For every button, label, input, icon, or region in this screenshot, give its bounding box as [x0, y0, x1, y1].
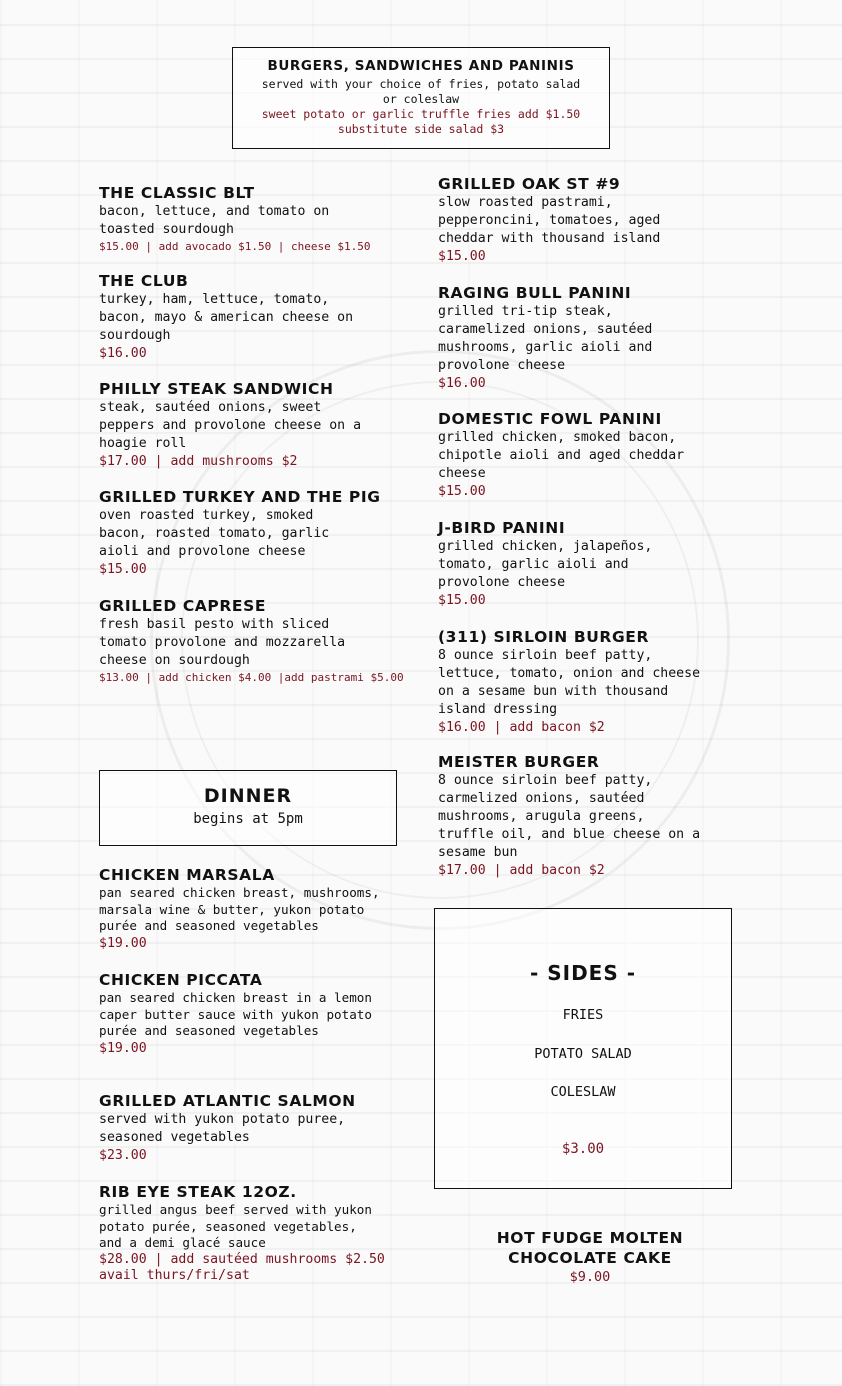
item-description: potato purée, seasoned vegetables,: [99, 1218, 357, 1234]
item-description: pan seared chicken breast, mushrooms,: [99, 885, 380, 900]
item-price: $28.00 | add sautéed mushrooms $2.50: [99, 1251, 385, 1267]
item-description: sourdough: [99, 328, 171, 343]
item-description: pepperoncini, tomatoes, aged: [438, 213, 661, 228]
dessert-name: HOT FUDGE MOLTEN: [496, 1229, 684, 1247]
menu-item: [99, 271, 419, 363]
item-description: grilled chicken, smoked bacon,: [438, 430, 677, 445]
item-description: bacon, roasted tomato, garlic: [99, 526, 330, 541]
item-price: $15.00: [438, 593, 486, 608]
item-description: served with yukon potato puree,: [99, 1112, 346, 1127]
menu-item: [438, 627, 758, 737]
item-description: peppers and provolone cheese on a: [99, 418, 362, 433]
item-description: and a demi glacé sauce: [99, 1235, 266, 1250]
item-name: RAGING BULL PANINI: [438, 284, 632, 302]
item-description: on a sesame bun with thousand: [438, 684, 669, 699]
item-price: $15.00: [438, 249, 486, 264]
item-description: fresh basil pesto with sliced: [99, 617, 330, 632]
item-name: RIB EYE STEAK 12OZ.: [99, 1183, 297, 1201]
item-description: lettuce, tomato, onion and cheese: [438, 666, 701, 681]
item-description: cheese on sourdough: [99, 653, 250, 668]
item-price: $23.00: [99, 1148, 147, 1163]
item-description: purée and seasoned vegetables: [99, 1023, 319, 1038]
dinner-item: [99, 970, 419, 1058]
menu-item: [438, 174, 758, 266]
item-price: $16.00 | add bacon $2: [438, 720, 605, 735]
item-description: provolone cheese: [438, 358, 566, 373]
item-description: 8 ounce sirloin beef patty,: [438, 648, 653, 663]
menu-item: [99, 183, 419, 255]
item-description: pan seared chicken breast in a lemon: [99, 990, 372, 1005]
header-upgrade-line: sweet potato or garlic truffle fries add $1.50: [261, 107, 581, 121]
item-name: (311) SIRLOIN BURGER: [438, 628, 650, 646]
item-name: GRILLED TURKEY AND THE PIG: [99, 488, 381, 506]
menu-item: [99, 487, 419, 579]
burgers-header-box: [232, 47, 610, 149]
item-description: caramelized onions, sautéed: [438, 322, 653, 337]
item-price: $17.00 | add bacon $2: [438, 863, 605, 878]
item-description: toasted sourdough: [99, 222, 234, 237]
sides-box: [434, 908, 732, 1189]
header-line: served with your choice of fries, potato salad: [261, 77, 581, 91]
item-name: J-BIRD PANINI: [438, 519, 566, 537]
menu-item: [438, 283, 758, 393]
section-title: DINNER: [203, 785, 293, 807]
item-price: $19.00: [99, 1040, 147, 1056]
item-description: chipotle aioli and aged cheddar: [438, 448, 685, 463]
item-description: mushrooms, garlic aioli and: [438, 340, 653, 355]
item-name: DOMESTIC FOWL PANINI: [438, 410, 662, 428]
item-description: turkey, ham, lettuce, tomato,: [99, 292, 330, 307]
item-description: grilled angus beef served with yukon: [99, 1202, 372, 1217]
item-name: GRILLED CAPRESE: [99, 597, 267, 615]
item-name: CHICKEN MARSALA: [99, 866, 275, 884]
item-name: GRILLED ATLANTIC SALMON: [99, 1092, 356, 1110]
sides-title: - SIDES -: [529, 961, 637, 985]
item-price: $15.00: [99, 562, 147, 577]
item-price: $16.00: [438, 376, 486, 391]
item-name: MEISTER BURGER: [438, 753, 600, 771]
item-description: aioli and provolone cheese: [99, 544, 306, 559]
item-description: carmelized onions, sautéed: [438, 791, 645, 806]
item-description: hoagie roll: [99, 436, 187, 451]
item-description: island dressing: [438, 702, 558, 717]
item-name: THE CLUB: [99, 272, 189, 290]
side-item: POTATO SALAD: [534, 1046, 632, 1062]
item-description: bacon, lettuce, and tomato on: [99, 204, 330, 219]
item-price: $16.00: [99, 346, 147, 361]
item-description: mushrooms, arugula greens,: [438, 809, 645, 824]
item-description: caper butter sauce with yukon potato: [99, 1006, 372, 1022]
header-upgrade-line: substitute side salad $3: [337, 122, 505, 136]
item-description: cheese: [438, 466, 486, 481]
item-name: CHICKEN PICCATA: [99, 971, 263, 989]
dessert-name: CHOCOLATE CAKE: [508, 1249, 672, 1267]
item-description: grilled tri-tip steak,: [438, 304, 613, 319]
item-price: $17.00 | add mushrooms $2: [99, 454, 298, 469]
menu-item: [438, 518, 758, 610]
item-description: purée and seasoned vegetables: [99, 918, 319, 933]
dinner-item: [99, 1182, 419, 1285]
section-subtitle: begins at 5pm: [193, 811, 303, 827]
item-price: $15.00 | add avocado $1.50 | cheese $1.50: [99, 240, 371, 253]
item-description: sesame bun: [438, 845, 518, 860]
menu-item: [99, 379, 419, 471]
item-name: GRILLED OAK ST #9: [438, 175, 621, 193]
item-name: THE CLASSIC BLT: [99, 184, 255, 202]
item-description: tomato provolone and mozzarella: [99, 635, 346, 650]
item-description: truffle oil, and blue cheese on a: [438, 827, 701, 842]
item-description: seasoned vegetables: [99, 1130, 250, 1145]
item-availability: avail thurs/fri/sat: [99, 1268, 250, 1283]
item-description: cheddar with thousand island: [438, 231, 661, 246]
item-price: $13.00 | add chicken $4.00 |add pastrami $5.00: [99, 671, 404, 684]
menu-item: [438, 409, 758, 501]
item-price: $19.00: [99, 935, 147, 951]
item-description: tomato, garlic aioli and: [438, 557, 629, 572]
dinner-item: [99, 865, 419, 953]
side-item: FRIES: [562, 1007, 604, 1023]
dinner-item: [99, 1091, 419, 1165]
item-description: slow roasted pastrami,: [438, 195, 613, 210]
menu-item: [438, 752, 758, 880]
side-item: COLESLAW: [550, 1084, 616, 1100]
section-title: BURGERS, SANDWICHES AND PANINIS: [267, 58, 575, 74]
item-description: marsala wine & butter, yukon potato: [99, 901, 365, 917]
item-price: $15.00: [438, 484, 486, 499]
dessert-item: [440, 1228, 740, 1287]
menu-item: [99, 596, 419, 686]
item-description: bacon, mayo & american cheese on: [99, 310, 354, 325]
item-description: grilled chicken, jalapeños,: [438, 539, 653, 554]
item-description: 8 ounce sirloin beef patty,: [438, 773, 653, 788]
dessert-price: $9.00: [569, 1269, 611, 1285]
sides-price: $3.00: [561, 1141, 605, 1157]
item-description: steak, sautéed onions, sweet: [99, 400, 322, 415]
item-description: provolone cheese: [438, 575, 566, 590]
item-name: PHILLY STEAK SANDWICH: [99, 380, 334, 398]
header-line: or coleslaw: [382, 92, 460, 106]
dinner-header-box: [99, 770, 397, 846]
item-description: oven roasted turkey, smoked: [99, 508, 314, 523]
